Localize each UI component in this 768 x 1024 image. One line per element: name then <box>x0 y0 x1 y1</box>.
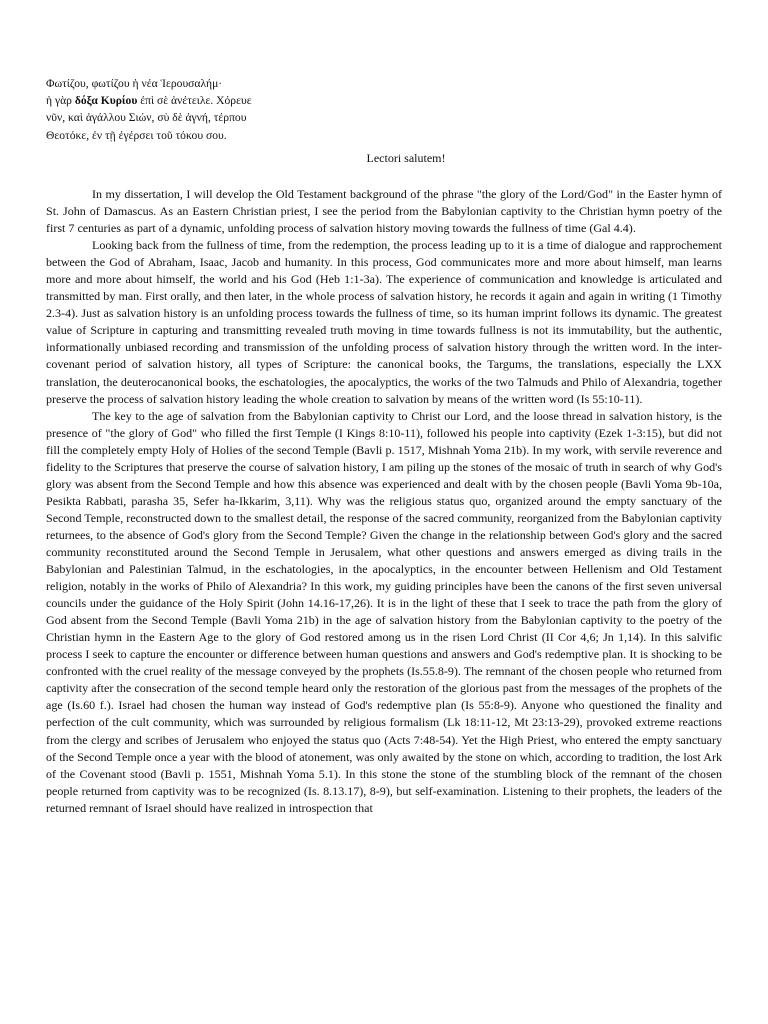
epigraph-line-2-start: ἡ γὰρ <box>46 94 75 108</box>
body-text <box>46 186 722 817</box>
paragraph-1: In my dissertation, I will develop the Old Testament background of the phrase "the glory of the Lord/God" in the Easter hymn of St. John of Damascus. As an Eastern Christian priest, I see the period from the Babylonian captivity to the Christian hymn poetry of the first 7 centuries as part of a dynamic, unfolding process of salvation history moving towards the fullness of time (Gal 4.4). <box>46 187 722 236</box>
page-heading: Lectori salutem! <box>366 151 446 165</box>
greek-epigraph <box>46 75 386 144</box>
epigraph-bold-phrase: δόξα Κυρίου <box>74 94 138 108</box>
epigraph-line-3: νῦν, καὶ ἀγάλλου Σιών, σὺ δὲ ἁγνή, τέρπου <box>46 111 247 125</box>
paragraph-2: Looking back from the fullness of time, from the redemption, the process leading up to it is a time of dialogue and rapprochement between the God of Abraham, Isaac, Jacob and humanity. In this process, God communicates more and more about himself, man learns more and more about himself, the world and his God (Heb 1:1-3a). The experience of communication and knowledge is articulated and transmitted by man. First orally, and then later, in the whole process of salvation history, he records it again and again in writing (1 Timothy 2.3-4). Just as salvation history is an unfolding process towards the fullness of time, so its human imprint follows its dynamic. The greatest value of Scripture in capturing and transmitting revealed truth moving in time towards fullness is not its immutability, but the authentic, informationally unbiased recording and transmission of the unfolding process of salvation history through the written word. In the inter-covenant period of salvation history, all types of Scripture: the canonical books, the Targums, the translations, especially the LXX translation, the deuterocanonical books, the eschatologies, the apocalyptics, the works of the two Talmuds and Philo of Alexandria, together preserve the process of salvation history leading the whole creation to salvation by means of the written word (Is 55:10-11). <box>46 238 722 406</box>
epigraph-line-4: Θεοτόκε, ἐν τῇ ἐγέρσει τοῦ τόκου σου. <box>46 128 227 142</box>
epigraph-line-2 <box>46 92 386 109</box>
epigraph-line-2-end: ἐπὶ σὲ ἀνέτειλε. Χόρευε <box>137 94 252 108</box>
paragraph-3: The key to the age of salvation from the Babylonian captivity to Christ our Lord, and the loose thread in salvation history, is the presence of "the glory of God" who filled the first Temple (I Kings 8:10-11), followed his people into captivity (Ezek 1-3:15), but did not fill the completely empty Holy of Holies of the second Temple (Bavli p. 1517, Mishnah Yoma 21b). In my work, with servile reverence and fidelity to the Scriptures that preserve the course of salvation history, I am piling up the stones of the mosaic of truth in search of why God's glory was absent from the Second Temple and how this absence was experienced and dealt with by the chosen people (Bavli Yoma 9b-10a, Pesikta Rabbati, parasha 35, Sefer ha-Ikkarim, 3,11). Why was the religious status quo, organized around the empty sanctuary of the Second Temple, reconstructed down to the smallest detail, the response of the sacred community, reorganized from the Babylonian captivity returnees, to the absence of God's glory from the Second Temple? Given the change in the relationship between God's glory and the sacred community reconstituted around the Second Temple in Jerusalem, what other questions and answers emerged as diving trails in the Babylonian and Palestinian Talmud, in the eschatologies, in the apocalyptics, in the encounter between Hellenism and Old Testament religion, notably in the works of Philo of Alexandria? In this work, my guiding principles have been the canons of the first seven universal councils under the guidance of the Holy Spirit (John 14.16-17,26). It is in the light of these that I seek to trace the path from the glory of God absent from the Second Temple (Bavli Yoma 21b) in the age of salvation history from the Babylonian captivity to the poetry of the Christian hymn in the Eastern Age to the glory of God restored among us in the risen Lord Christ (II Cor 4,6; Jn 1,14). In this salvific process I seek to capture the encounter or difference between human questions and answers and God's redemptive plan. It is shocking to be confronted with the cruel reality of the message conveyed by the prophets (Is.55.8-9). The remnant of the chosen people who returned from captivity after the consecration of the second temple heard only the restoration of the glorious past from the messages of the prophets of the age (Is.60 f.). Israel had chosen the human way instead of God's redemptive plan (Is 55:8-9). Anyone who questioned the finality and perfection of the cult community, which was surrounded by religious formalism (Lk 18:11-12, Mt 23:13-29), provoked extreme reactions from the clergy and scribes of Jerusalem who enjoyed the status quo (Acts 7:48-54). Yet the High Priest, who entered the empty sanctuary of the Second Temple once a year with the blood of atonement, was only awaited by the stone on which, according to tradition, the lost Ark of the Covenant stood (Bavli p. 1551, Mishnah Yoma 5.1). In this stone the stone of the stumbling block of the remnant of the chosen people returned from captivity was to be recognized (Is. 8.13.17), 8-9), but self-examination. Listening to their prophets, the leaders of the returned remnant of Israel should have realized in introspection that <box>46 408 722 815</box>
epigraph-line-1: Φωτίζου, φωτίζου ἡ νέα Ἱερουσαλήμ· <box>46 77 223 90</box>
